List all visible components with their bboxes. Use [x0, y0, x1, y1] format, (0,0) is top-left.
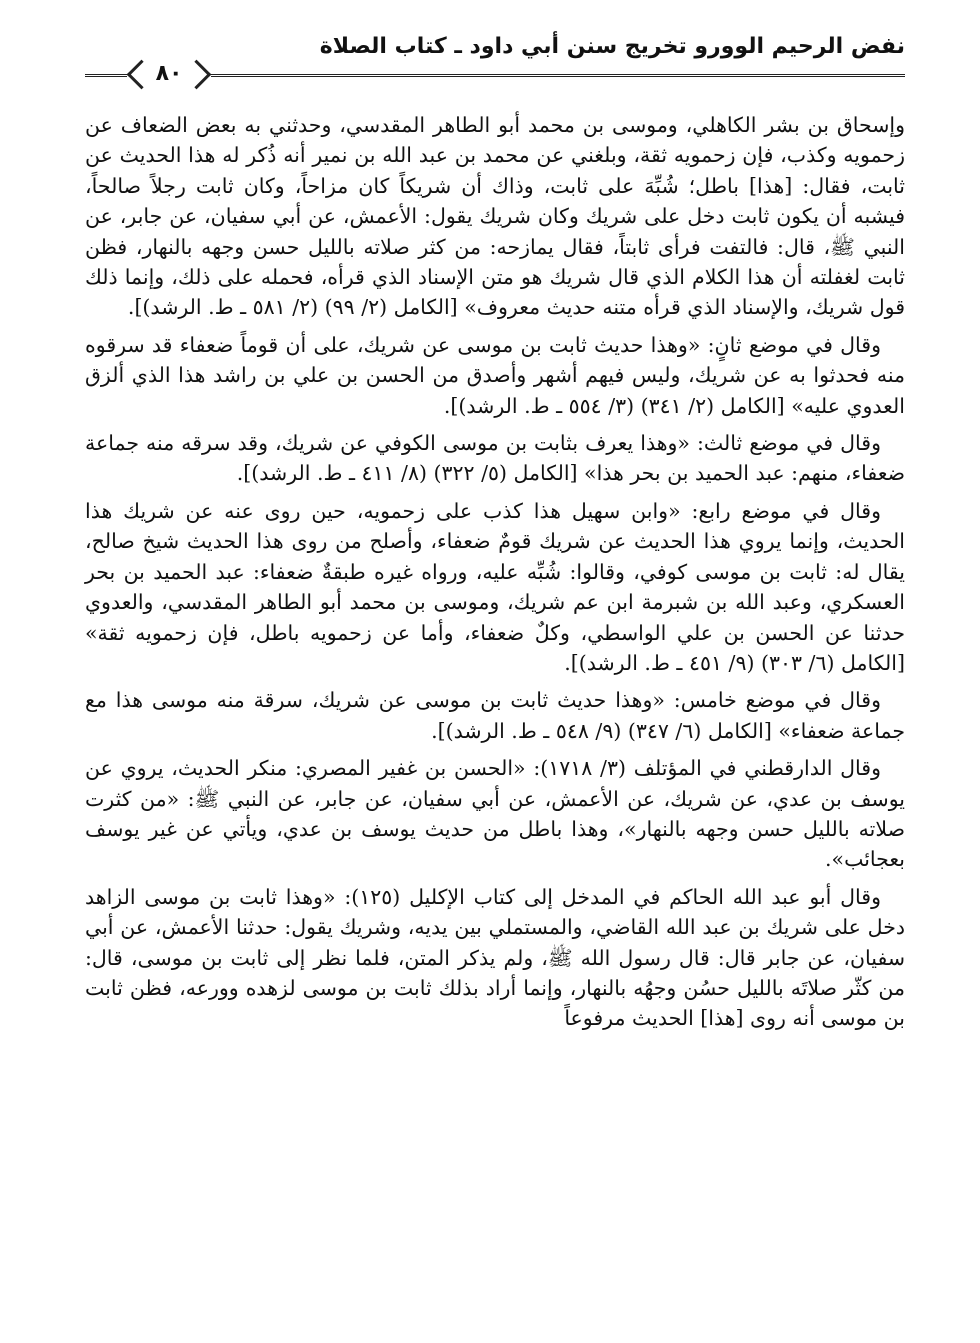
- body-text: [85, 110, 905, 1041]
- header-rule: [211, 74, 905, 77]
- paragraph-1: وإسحاق بن بشر الكاهلي، وموسى بن محمد أبو الطاهر المقدسي، وحدثني به بعض الضعاف عن زحمويه وكذب، فإن زحمويه ثقة، وبلغني عن محمد بن عبد الله بن نمير أنه ذُكر له هذا الحديث عن ثابت، فقال: [هذا] باطل؛ شُبِّهَ على ثابت، وذاك أن شريكاً كان مزاحاً، وكان ثابت رجلاً صالحاً، فيشبه أن يكون ثابت دخل على شريك وكان شريك يقول: الأعمش، عن أبي سفيان، عن جابر، عن النبي ﷺ، قال: فالتفت فرأى ثابتاً، فقال يمازحه: من كثر صلاته بالليل حسن وجهه بالنهار، فظن ثابت لغفلته أن هذا الكلام الذي قال شريك هو متن الإسناد الذي قرأه، فحمله على ذلك، وإنما ذلك قول شريك، والإسناد الذي قرأه متنه حديث معروف» [الكامل (٢/ ٩٩) (٢/ ٥٨١ ـ ط. الرشد)].: [85, 113, 905, 320]
- paragraph-2: وقال في موضع ثانٍ: «وهذا حديث ثابت بن موسى عن شريك، على أن قوماً ضعفاء قد سرقوه منه فحدثوا به عن شريك، وليس فيهم أشهر وأصدق من الحسن بن علي بن راشد هذا الذي ألزق العدوي عليه» [الكامل (٢/ ٣٤١) (٣/ ٥٥٤ ـ ط. الرشد)].: [85, 332, 905, 418]
- paragraph-7: وقال أبو عبد الله الحاكم في المدخل إلى كتاب الإكليل (١٢٥): «وهذا ثابت بن موسى الزاهد دخل على شريك بن عبد الله القاضي، والمستملي بين يديه، وشريك يقول: حدثنا الأعمش، عن أبي سفيان، عن جابر قال: قال رسول الله ﷺ، ولم يذكر المتن، فلما نظر إلى ثابت بن موسى، قال: من كثّر صلاتَه بالليل حسُن وجهُه بالنهار، وإنما أراد بذلك ثابت بن موسى لزهده وورعه، فظن ثابت بن موسى أنه روى [هذا] الحديث مرفوعاً: [85, 884, 905, 1031]
- header-rule-left: [85, 74, 127, 77]
- paragraph-3: وقال في موضع ثالث: «وهذا يعرف بثابت بن موسى الكوفي عن شريك، وقد سرقه منه جماعة ضعفاء، منهم: عبد الحميد بن بحر هذا» [الكامل (٥/ ٣٢٢) (٨/ ٤١١ ـ ط. الرشد)].: [85, 431, 905, 486]
- paragraph-6: وقال الدارقطني في المؤتلف (٣/ ١٧١٨): «الحسن بن غفير المصري: منكر الحديث، يروي عن يوسف بن عدي، عن شريك، عن الأعمش، عن أبي سفيان، عن جابر، عن النبي ﷺ: «من كثرت صلاته بالليل حسن وجهه بالنهار»، وهذا باطل من حديث يوسف بن عدي، ويأتي عن غير يوسف بعجائب».: [85, 756, 905, 872]
- running-header: [85, 30, 905, 90]
- header-title: نفض الرحيم الوورو تخريج سنن أبي داود ـ كتاب الصلاة: [319, 34, 905, 59]
- paragraph-4: وقال في موضع رابع: «وابن سهيل هذا كذب على زحمويه، حين روى عنه عن شريك هذا الحديث، وإنما يروي هذا الحديث عن شريك قومٌ ضعفاء، وأصلح من روى هذا الحديث شيخ صالح، يقال له: ثابت بن موسى كوفي، وقالوا: شُبِّه عليه، ورواه غيره طبقةٌ ضعفاء: عبد الحميد بن بحر العسكري، وعبد الله بن شبرمة ابن عم شريك، وموسى بن محمد أبو الطاهر المقدسي، والعدوي حدثنا عن الحسن بن علي الواسطي، وكلٌ ضعفاء، وأما عن زحمويه باطل، فإن زحمويه ثقة» [الكامل (٦/ ٣٠٣) (٩/ ٤٥١ ـ ط. الرشد)].: [85, 498, 905, 675]
- page-number: ٨٠: [131, 58, 207, 90]
- paragraph-5: وقال في موضع خامس: «وهذا حديث ثابت بن موسى عن شريك، سرقة منه موسى هذا مع جماعة ضعفاء» [الكامل (٦/ ٣٤٧) (٩/ ٥٤٨ ـ ط. الرشد)].: [85, 688, 905, 743]
